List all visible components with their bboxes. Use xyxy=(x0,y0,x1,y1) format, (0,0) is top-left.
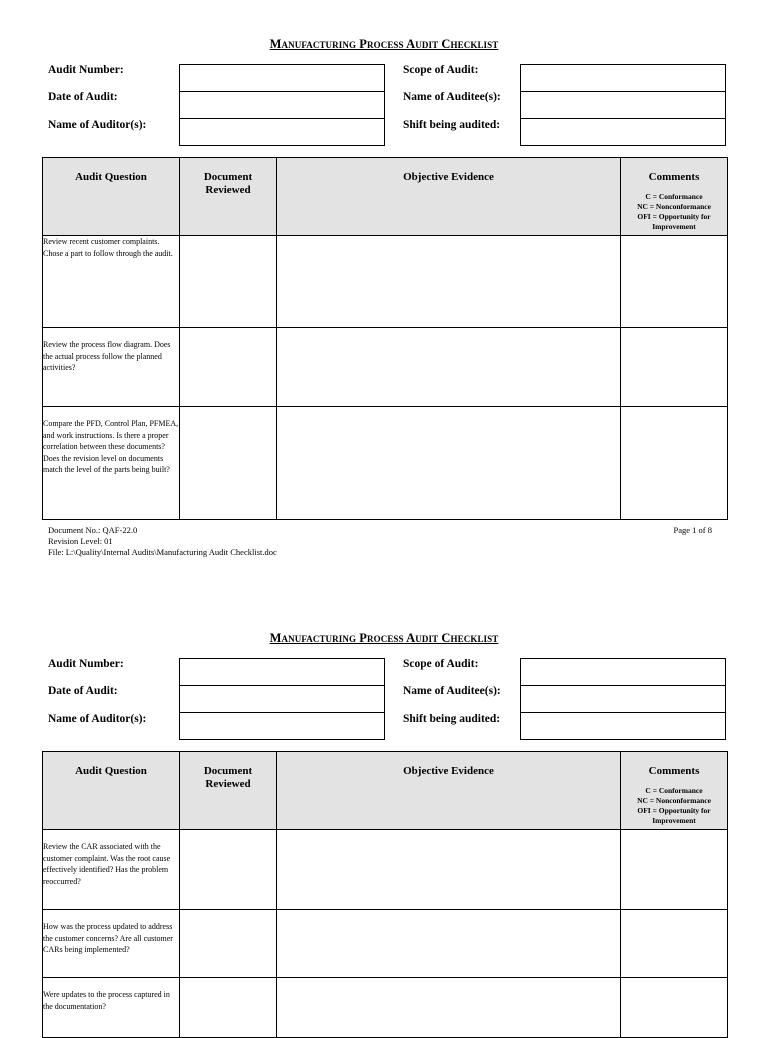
table-row xyxy=(43,830,728,910)
document-reviewed-cell[interactable] xyxy=(180,328,277,407)
audit-question-cell: How was the process updated to address the customer concerns? Are all customer CARs being implemented? xyxy=(43,910,180,978)
header-objective-evidence: Objective Evidence xyxy=(277,752,621,830)
comments-legend xyxy=(621,786,727,826)
auditees-label: Name of Auditee(s): xyxy=(403,91,501,103)
legend-line: OFI = Opportunity for xyxy=(637,212,711,221)
table-row xyxy=(43,236,728,328)
scope-label: Scope of Audit: xyxy=(403,658,479,670)
header-audit-question: Audit Question xyxy=(43,752,180,830)
objective-evidence-cell[interactable] xyxy=(277,978,621,1038)
audit-number-label: Audit Number: xyxy=(48,658,124,670)
header-document-reviewed: Document Reviewed xyxy=(180,752,277,830)
date-of-audit-field[interactable] xyxy=(180,686,384,713)
table-header-row xyxy=(43,752,728,830)
date-of-audit-field[interactable] xyxy=(180,92,384,119)
table-row xyxy=(43,978,728,1038)
objective-evidence-cell[interactable] xyxy=(277,407,621,520)
auditors-label: Name of Auditor(s): xyxy=(48,119,147,131)
document-number: Document No.: QAF-22.0 xyxy=(48,525,138,535)
audit-question-cell: Compare the PFD, Control Plan, PFMEA, and work instructions. Is there a proper correlation between these documents? Does the revision level on documents match the level of the parts being built? xyxy=(43,407,180,520)
legend-line: C = Conformance xyxy=(645,192,703,201)
comments-cell[interactable] xyxy=(621,328,728,407)
shift-field[interactable] xyxy=(521,713,725,739)
auditors-field[interactable] xyxy=(180,713,384,739)
auditees-label: Name of Auditee(s): xyxy=(403,685,501,697)
comments-cell[interactable] xyxy=(621,830,728,910)
objective-evidence-cell[interactable] xyxy=(277,830,621,910)
audit-number-label: Audit Number: xyxy=(48,64,124,76)
shift-field[interactable] xyxy=(521,119,725,145)
comments-cell[interactable] xyxy=(621,978,728,1038)
legend-line: OFI = Opportunity for xyxy=(637,806,711,815)
header-fields-right-group xyxy=(520,64,726,146)
document-reviewed-cell[interactable] xyxy=(180,978,277,1038)
page-title: Manufacturing Process Audit Checklist xyxy=(269,37,499,51)
date-of-audit-label: Date of Audit: xyxy=(48,685,118,697)
objective-evidence-cell[interactable] xyxy=(277,328,621,407)
objective-evidence-cell[interactable] xyxy=(277,236,621,328)
header-fields-left-group xyxy=(179,658,385,740)
audit-number-field[interactable] xyxy=(180,659,384,686)
table-row xyxy=(43,910,728,978)
objective-evidence-cell[interactable] xyxy=(277,910,621,978)
audit-table xyxy=(42,751,728,1038)
table-header-row xyxy=(43,158,728,236)
header-objective-evidence: Objective Evidence xyxy=(277,158,621,236)
audit-table xyxy=(42,157,728,520)
document-reviewed-cell[interactable] xyxy=(180,910,277,978)
legend-line: C = Conformance xyxy=(645,786,703,795)
page-title: Manufacturing Process Audit Checklist xyxy=(269,631,499,645)
header-document-reviewed: Document Reviewed xyxy=(180,158,277,236)
audit-question-cell: Were updates to the process captured in the documentation? xyxy=(43,978,180,1038)
audit-question-cell: Review the CAR associated with the customer complaint. Was the root cause effectively identified? Has the problem reoccurred? xyxy=(43,830,180,910)
auditors-field[interactable] xyxy=(180,119,384,145)
audit-question-cell: Review recent customer complaints. Chose a part to follow through the audit. xyxy=(43,236,180,328)
page-number: Page 1 of 8 xyxy=(673,525,712,535)
comments-cell[interactable] xyxy=(621,910,728,978)
table-row xyxy=(43,407,728,520)
comments-legend xyxy=(621,192,727,232)
document-reviewed-cell[interactable] xyxy=(180,236,277,328)
audit-number-field[interactable] xyxy=(180,65,384,92)
audit-question-cell: Review the process flow diagram. Does the actual process follow the planned activities? xyxy=(43,328,180,407)
header-comments xyxy=(621,158,728,236)
header-comments xyxy=(621,752,728,830)
legend-line: NC = Nonconformance xyxy=(637,796,711,805)
shift-label: Shift being audited: xyxy=(403,713,501,725)
scope-label: Scope of Audit: xyxy=(403,64,479,76)
date-of-audit-label: Date of Audit: xyxy=(48,91,118,103)
table-row xyxy=(43,328,728,407)
legend-line: Improvement xyxy=(652,816,696,825)
document-footer xyxy=(48,525,277,558)
comments-title: Comments xyxy=(648,765,700,777)
document-reviewed-cell[interactable] xyxy=(180,407,277,520)
auditees-field[interactable] xyxy=(521,686,725,713)
comments-cell[interactable] xyxy=(621,407,728,520)
legend-line: NC = Nonconformance xyxy=(637,202,711,211)
header-fields-right-group xyxy=(520,658,726,740)
comments-cell[interactable] xyxy=(621,236,728,328)
header-fields-left-group xyxy=(179,64,385,146)
file-path: File: L:\Quality\Internal Audits\Manufacturing Audit Checklist.doc xyxy=(48,547,277,557)
checklist-page-2 xyxy=(0,594,768,1024)
document-reviewed-cell[interactable] xyxy=(180,830,277,910)
legend-line: Improvement xyxy=(652,222,696,231)
shift-label: Shift being audited: xyxy=(403,119,501,131)
auditors-label: Name of Auditor(s): xyxy=(48,713,147,725)
header-audit-question: Audit Question xyxy=(43,158,180,236)
revision-level: Revision Level: 01 xyxy=(48,536,113,546)
scope-field[interactable] xyxy=(521,659,725,686)
auditees-field[interactable] xyxy=(521,92,725,119)
scope-field[interactable] xyxy=(521,65,725,92)
comments-title: Comments xyxy=(648,171,700,183)
